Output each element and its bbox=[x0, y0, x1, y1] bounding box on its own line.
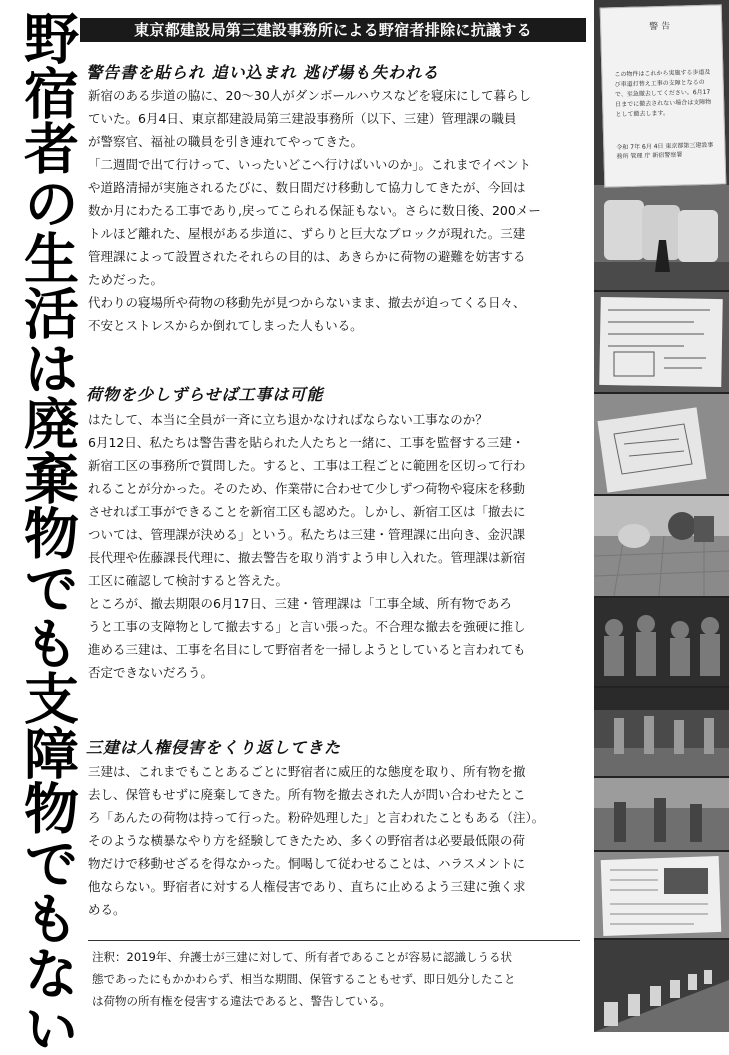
photo-map-sketch bbox=[594, 394, 729, 494]
section3-heading: 三建は人権侵害をくり返してきた bbox=[86, 738, 342, 757]
section1-heading: 警告書を貼られ 追い込まれ 逃げ場も失われる bbox=[86, 63, 440, 82]
text-line: 数か月にわたる工事であり,戻ってこられる保証もない。さらに数日後、200メー bbox=[88, 203, 541, 218]
text-line: はたして、本当に全員が一斉に立ち退かなければならない工事なのか？ bbox=[88, 412, 488, 427]
text-line: 他ならない。野宿者に対する人権侵害であり、直ちに止めるよう三建に強く求 bbox=[88, 879, 526, 894]
text-line: ついては、管理課が決める」という。私たちは三建・管理課に出向き、金沢課 bbox=[88, 527, 526, 542]
text-line: 6月12日、私たちは警告書を貼られた人たちと一緒に、工事を監督する三建・ bbox=[88, 435, 525, 450]
text-line: うと工事の支障物として撤去する」と言い張った。不合理な撤去を強硬に推し bbox=[88, 619, 526, 634]
photo-overpass bbox=[594, 688, 729, 776]
vertical-title: 野宿者の生活は廃棄物でも支障物でもない bbox=[15, 10, 80, 1055]
section2-heading: 荷物を少しずらせば工事は可能 bbox=[86, 385, 324, 404]
text-line: ためだった。 bbox=[88, 272, 164, 287]
text-line: める。 bbox=[88, 902, 126, 917]
text-line: ろ「あんたの荷物は持って行った。粉砕処理した」と言われたこともある（注）。 bbox=[88, 810, 545, 825]
handwritten-sheet bbox=[594, 292, 729, 392]
street-scene bbox=[594, 778, 729, 850]
notice-paper bbox=[600, 4, 727, 187]
sidewalk-scene bbox=[594, 496, 729, 596]
text-line: 工区に確認して検討すると答えた。 bbox=[88, 573, 289, 588]
text-line: が警察官、福祉の職員を引き連れてやってきた。 bbox=[88, 134, 364, 149]
text-line: 注釈：2019年、弁護士が三建に対して、所有者であることが容易に認識しうる状 bbox=[92, 950, 513, 964]
text-line: ていた。6月4日、東京都建設局第三建設事務所（以下、三建）管理課の職員 bbox=[88, 111, 517, 126]
text-line: 物だけで移動せざるを得なかった。恫喝して従わせることは、ハラスメントに bbox=[88, 856, 526, 871]
text-line: そのような横暴なやり方を経験してきたため、多くの野宿者は必要最低限の荷 bbox=[88, 833, 526, 848]
blocks-scene bbox=[594, 940, 729, 1032]
text-line: 「二週間で出て行けって、いったいどこへ行けばいいのか」。これまでイベント bbox=[88, 157, 532, 172]
text-line: 不安とストレスからか倒れてしまった人もいる。 bbox=[88, 318, 363, 333]
text-line: 進める三建は、工事を名目にして野宿者を一掃しようとしていると言われても bbox=[88, 642, 526, 657]
text-line: ところが、撤去期限の6月17日、三建・管理課は「工事全域、所有物であろ bbox=[88, 596, 512, 611]
notice-body: この物件はこれから実施する歩道及び車道打替え工事の支障となるので、至急撤去してください。6月17日までに撤去されない場合は支障物として撤去します。 bbox=[614, 68, 712, 119]
photo-belongings bbox=[594, 496, 729, 596]
notice-title: 警告 bbox=[649, 21, 674, 33]
section1-body bbox=[88, 84, 584, 337]
photo-handwritten-note bbox=[594, 292, 729, 392]
text-line: や道路清掃が実施されるたびに、数日間だけ移動して協力してきたが、今回は bbox=[88, 180, 526, 195]
section2-body bbox=[88, 408, 584, 684]
photo-meeting bbox=[594, 598, 729, 686]
footnote bbox=[92, 946, 582, 1012]
banner-headline: 東京都建設局第三建設事務所による野宿者排除に抗議する bbox=[80, 18, 586, 42]
text-line: 否定できないだろう。 bbox=[88, 665, 214, 680]
photo-flyer bbox=[594, 852, 729, 938]
text-line: 去し、保管もせずに廃棄してきた。所有物を撤去された人が問い合わせたとこ bbox=[88, 787, 526, 802]
text-line: トルほど離れた、屋根がある歩道に、ずらりと巨大なブロックが現れた。三建 bbox=[88, 226, 526, 241]
footnote-divider bbox=[88, 940, 580, 941]
photo-warning-notice bbox=[594, 0, 729, 290]
section3-body bbox=[88, 760, 584, 921]
meeting-scene bbox=[594, 598, 729, 686]
flyer-sheet bbox=[594, 852, 729, 938]
text-line: 代わりの寝場所や荷物の移動先が見つからないまま、撤去が迫ってくる日々、 bbox=[88, 295, 526, 310]
text-line: 新宿工区の事務所で質問した。すると、工事は工程ごとに範囲を区切って行わ bbox=[88, 458, 526, 473]
text-line: 長代理や佐藤課長代理に、撤去警告を取り消すよう申し入れた。管理課は新宿 bbox=[88, 550, 526, 565]
overpass-scene bbox=[594, 688, 729, 776]
text-line: させれば工事ができることを新宿工区も認めた。しかし、新宿工区は「撤去に bbox=[88, 504, 526, 519]
photo-blocks bbox=[594, 940, 729, 1032]
text-line: 管理課によって設置されたそれらの目的は、あきらかに荷物の避難を妨害する bbox=[88, 249, 526, 264]
photo-strip bbox=[594, 0, 729, 1032]
text-line: は荷物の所有権を侵害する違法であると、警告している。 bbox=[92, 994, 391, 1008]
text-line: 三建は、これまでもことあるごとに野宿者に威圧的な態度を取り、所有物を撤 bbox=[88, 764, 526, 779]
photo-street bbox=[594, 778, 729, 850]
text-line: 新宿のある歩道の脇に、20〜30人がダンボールハウスなどを寝床にして暮らし bbox=[88, 88, 531, 103]
map-sketch bbox=[594, 394, 729, 494]
text-line: れることが分かった。そのため、作業帯に合わせて少しずつ荷物や寝床を移動 bbox=[88, 481, 526, 496]
notice-footer: 令和 7年 6月 4日 東京都第三建設事務所 管理 庁 新宿警察署 bbox=[616, 141, 714, 161]
text-line: 態であったにもかかわらず、相当な期間、保管することもせず、即日処分したこと bbox=[92, 972, 516, 986]
